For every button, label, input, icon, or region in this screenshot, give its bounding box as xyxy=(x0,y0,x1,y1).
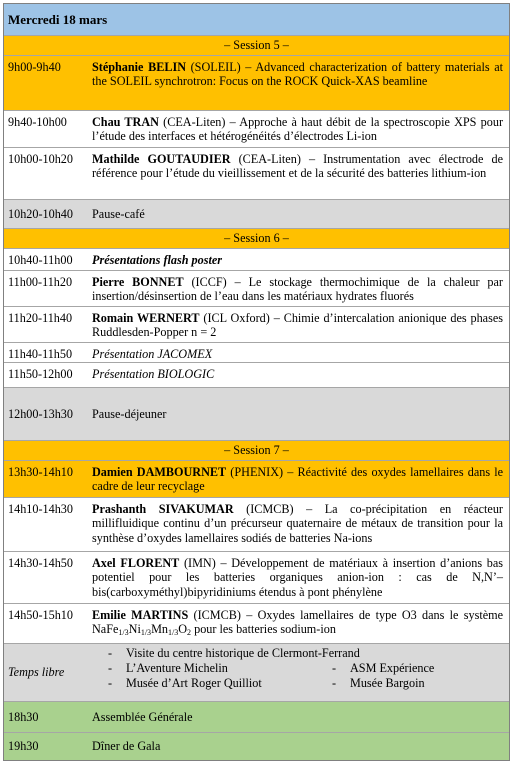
talk-description xyxy=(90,148,509,199)
time-slot: 11h50-12h00 xyxy=(8,367,73,381)
subscript: 1/3 xyxy=(118,628,129,638)
talk-title: Réactivité des oxydes lamellaires dans le cadre de leur recyclage xyxy=(92,465,504,494)
speaker-lab: (PHENIX) – xyxy=(226,465,298,479)
activity-label: L’Aventure Michelin xyxy=(126,661,228,675)
time-slot: 10h20-10h40 xyxy=(8,206,73,221)
subscript: 1/3 xyxy=(168,628,179,638)
time-slot: 9h40-10h00 xyxy=(8,115,67,129)
program-row xyxy=(4,702,509,733)
talk-description xyxy=(90,343,509,362)
day-title: Mercredi 18 mars xyxy=(8,11,108,27)
session-7-label: – Session 7 – xyxy=(224,443,289,457)
speaker-lab: (ICMCB) – xyxy=(188,608,258,622)
title-part: Oxydes lamellaires de type O3 dans le système NaFe xyxy=(92,608,504,637)
program-row xyxy=(4,111,509,148)
speaker-name: Mathilde GOUTAUDIER xyxy=(92,152,231,166)
talk-description xyxy=(90,307,509,342)
talk-description xyxy=(90,363,509,387)
speaker-name: Stéphanie BELIN xyxy=(92,60,187,74)
talk-description xyxy=(90,249,509,270)
talk-description xyxy=(90,271,509,306)
talk-title: Instrumentation avec électrode de référence pour l’étude du vieillissement et de la sécurité des batteries lithium-ion xyxy=(92,152,503,181)
program-row xyxy=(4,56,509,111)
program-row xyxy=(4,388,509,441)
time-slot: 9h00-9h40 xyxy=(8,60,61,74)
break-label: Pause-café xyxy=(92,206,145,221)
program-row xyxy=(4,498,509,552)
title-part: pour les batteries sodium-ion xyxy=(191,622,336,637)
speaker-name: Pierre BONNET xyxy=(92,275,184,289)
time-slot: 10h40-11h00 xyxy=(8,253,73,267)
activity-column xyxy=(318,661,434,691)
event-label: Dîner de Gala xyxy=(92,739,161,754)
talk-description xyxy=(90,604,509,643)
program-row xyxy=(4,271,509,307)
talk-title: Présentation JACOMEX xyxy=(92,347,213,361)
speaker-lab: (ICCF) – xyxy=(183,275,249,289)
time-slot: 14h30-14h50 xyxy=(8,556,73,570)
talk-title: Présentations flash poster xyxy=(92,253,223,267)
time-slot: 10h00-10h20 xyxy=(8,152,73,166)
speaker-lab: (ICL Oxford) – xyxy=(199,311,284,325)
time-slot: 14h50-15h10 xyxy=(8,608,73,622)
activity-label: Musée d’Art Roger Quilliot xyxy=(126,676,262,690)
subscript: 2 xyxy=(187,628,192,638)
list-item: - L’Aventure Michelin xyxy=(108,661,228,675)
program-row xyxy=(4,461,509,498)
time-slot: 14h10-14h30 xyxy=(8,502,73,516)
program-row xyxy=(4,307,509,343)
session-5-label: – Session 5 – xyxy=(224,38,289,52)
speaker-name: Prashanth SIVAKUMAR xyxy=(92,502,234,516)
break-label: Pause-déjeuner xyxy=(92,406,167,421)
speaker-lab: (CEA-Liten) – xyxy=(158,115,240,129)
talk-title: Le stockage thermochimique de la chaleur par insertion/désinsertion de l’eau dans les matériaux hydrates fluorés xyxy=(92,275,503,304)
activities xyxy=(90,644,509,701)
program-table xyxy=(3,3,510,761)
session-6-label: – Session 6 – xyxy=(224,231,289,245)
speaker-lab: (IMN) – xyxy=(179,556,232,570)
talk-title: La co-précipitation en réacteur millifluidique continu d’un précurseur quaternaire de métaux de transition pour la synthèse d’oxydes lamellaires sodiés de batteries Na-ions xyxy=(92,502,503,545)
talk-title: Chimie d’intercalation anionique des phases Ruddlesden-Popper n = 2 xyxy=(92,311,503,340)
title-part: Mn xyxy=(151,622,168,637)
free-time-row xyxy=(4,644,509,702)
program-row xyxy=(4,552,509,604)
activity-label: ASM Expérience xyxy=(350,661,435,675)
activity-label: Visite du centre historique de Clermont-Ferrand xyxy=(126,646,360,660)
speaker-name: Emilie MARTINS xyxy=(92,608,189,622)
session-6-header xyxy=(4,229,509,249)
talk-description xyxy=(90,111,509,147)
time-slot: 11h40-11h50 xyxy=(8,347,73,361)
title-part: Ni xyxy=(128,622,141,637)
time-slot: 18h30 xyxy=(8,709,39,724)
program-row xyxy=(4,200,509,229)
day-header xyxy=(4,4,509,36)
talk-description xyxy=(90,56,509,110)
talk-title: Présentation BIOLOGIC xyxy=(92,367,215,381)
talk-title: Développement de matériaux à insertion d’anions bas potentiel pour les batteries organiques anion-ion : cas de N,N’–bis(carboxyméthyl)bipyridiniums étendus à pont phénylène xyxy=(92,556,503,599)
list-item: - Visite du centre historique de Clermont-Ferrand xyxy=(108,646,360,660)
subscript: 1/3 xyxy=(140,628,152,638)
time-slot xyxy=(4,644,90,701)
title-part: O xyxy=(178,622,188,637)
talk-description xyxy=(90,498,509,551)
speaker-name: Romain WERNERT xyxy=(92,311,200,325)
talk-description xyxy=(90,552,509,603)
time-slot: 13h30-14h10 xyxy=(8,465,73,479)
time-slot: 11h20-11h40 xyxy=(8,311,73,325)
talk-title: Advanced characterization of battery materials at the SOLEIL synchrotron: Focus on the ROCK Quick-XAS beamline xyxy=(92,60,503,89)
speaker-lab: (CEA-Liten) – xyxy=(230,152,324,166)
program-row xyxy=(4,343,509,363)
speaker-lab: (SOLEIL) – xyxy=(186,60,256,74)
speaker-name: Axel FLORENT xyxy=(92,556,180,570)
list-item: - Musée Bargoin xyxy=(332,676,425,690)
program-row xyxy=(4,733,509,760)
time-slot: 11h00-11h20 xyxy=(8,275,73,289)
activity-column xyxy=(92,661,318,691)
session-7-header xyxy=(4,441,509,461)
speaker-name: Damien DAMBOURNET xyxy=(92,465,227,479)
program-row xyxy=(4,249,509,271)
program-row xyxy=(4,363,509,388)
free-time-label: Temps libre xyxy=(8,665,65,680)
program-row xyxy=(4,604,509,644)
list-item: - Musée d’Art Roger Quilliot xyxy=(108,676,262,690)
speaker-name: Chau TRAN xyxy=(92,115,159,129)
speaker-lab: (ICMCB) – xyxy=(233,502,325,516)
time-slot: 12h00-13h30 xyxy=(8,406,73,421)
talk-description xyxy=(90,461,509,497)
talk-title: Approche à haut débit de la spectroscopie XPS pour l’étude des interfaces et hétérogénéités d’électrodes Li-ion xyxy=(92,115,503,144)
time-slot: 19h30 xyxy=(8,739,39,754)
session-5-header xyxy=(4,36,509,56)
activity-label: Musée Bargoin xyxy=(350,676,425,690)
program-row xyxy=(4,148,509,200)
list-item: - ASM Expérience xyxy=(332,661,435,675)
event-label: Assemblée Générale xyxy=(92,709,193,724)
